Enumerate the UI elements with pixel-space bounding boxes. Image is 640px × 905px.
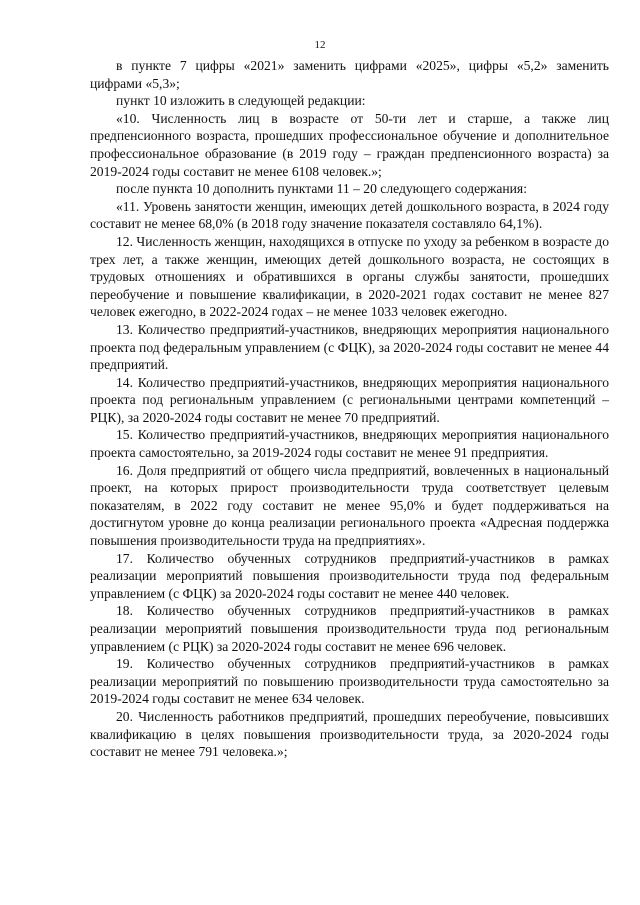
paragraph-point-11: «11. Уровень занятости женщин, имеющих детей дошкольного возраста, в 2024 году составит не менее 68,0% (в 2018 году значение показателя составляло 64,1%). [90, 198, 609, 232]
paragraph-point-18: 18. Количество обученных сотрудников предприятий-участников в рамках реализации мероприятий повышения производительности труда под региональным управлением (с РЦК) за 2020-2024 годы составит не менее 696 человек. [90, 603, 609, 654]
paragraph-point-19: 19. Количество обученных сотрудников предприятий-участников в рамках реализации мероприятий по повышению производительности труда самостоятельно за 2019-2024 годы составит не менее 634 человек. [90, 656, 609, 707]
paragraph-points-11-20-intro: после пункта 10 дополнить пунктами 11 – 20 следующего содержания: [116, 181, 527, 197]
paragraph-point-12: 12. Численность женщин, находящихся в отпуске по уходу за ребенком в возрасте до трех лет, а также женщин, имеющих детей дошкольного возраста, не состоящих в трудовых отношениях и обратившихся в органы службы занятости, прошедших переобучение и повышение квалификации, в 2020-2021 годах составит не менее 827 человек ежегодно, в 2022-2024 годах – не менее 1033 человек ежегодно. [90, 233, 609, 320]
document-body [90, 57, 609, 761]
paragraph-point-10-intro: пункт 10 изложить в следующей редакции: [116, 93, 366, 109]
paragraph-point-14: 14. Количество предприятий-участников, внедряющих мероприятия национального проекта под региональным управлением (с региональными центрами компетенций – РЦК), за 2020-2024 годы составит не менее 70 предприятий. [90, 374, 609, 425]
paragraph-point-15: 15. Количество предприятий-участников, внедряющих мероприятия национального проекта самостоятельно, за 2019-2024 годы составит не менее 91 предприятия. [90, 427, 609, 461]
paragraph-amend-point-7: в пункте 7 цифры «2021» заменить цифрами «2025», цифры «5,2» заменить цифрами «5,3»; [90, 58, 609, 91]
paragraph-point-20: 20. Численность работников предприятий, прошедших переобучение, повысивших квалификацию в целях повышения производительности труда, за 2020-2024 годы составит не менее 791 человека.»; [90, 708, 609, 760]
page-number: 12 [314, 39, 326, 51]
paragraph-point-10: «10. Численность лиц в возрасте от 50-ти лет и старше, а также лиц предпенсионного возраста, прошедших профессиональное обучение и дополнительное профессиональное образование (в 2019 году – граждан предпенсионного возраста) за 2019-2024 годы составит не менее 6108 человек.»; [90, 110, 609, 179]
paragraph-point-13: 13. Количество предприятий-участников, внедряющих мероприятия национального проекта под федеральным управлением (с ФЦК), за 2020-2024 годы составит не менее 44 предприятий. [90, 321, 609, 373]
paragraph-point-16: 16. Доля предприятий от общего числа предприятий, вовлеченных в национальный проект, на которых прирост производительности труда соответствует целевым показателям, в 2022 году составит не менее 95,0% и будет поддерживаться на достигнутом уровне до конца реализации регионального проекта «Адресная поддержка повышения производительности труда на предприятиях». [90, 462, 609, 549]
paragraph-point-17: 17. Количество обученных сотрудников предприятий-участников в рамках реализации мероприятий повышения производительности труда под федеральным управлением (с ФЦК) за 2020-2024 годы составит не менее 440 человек. [90, 550, 609, 601]
